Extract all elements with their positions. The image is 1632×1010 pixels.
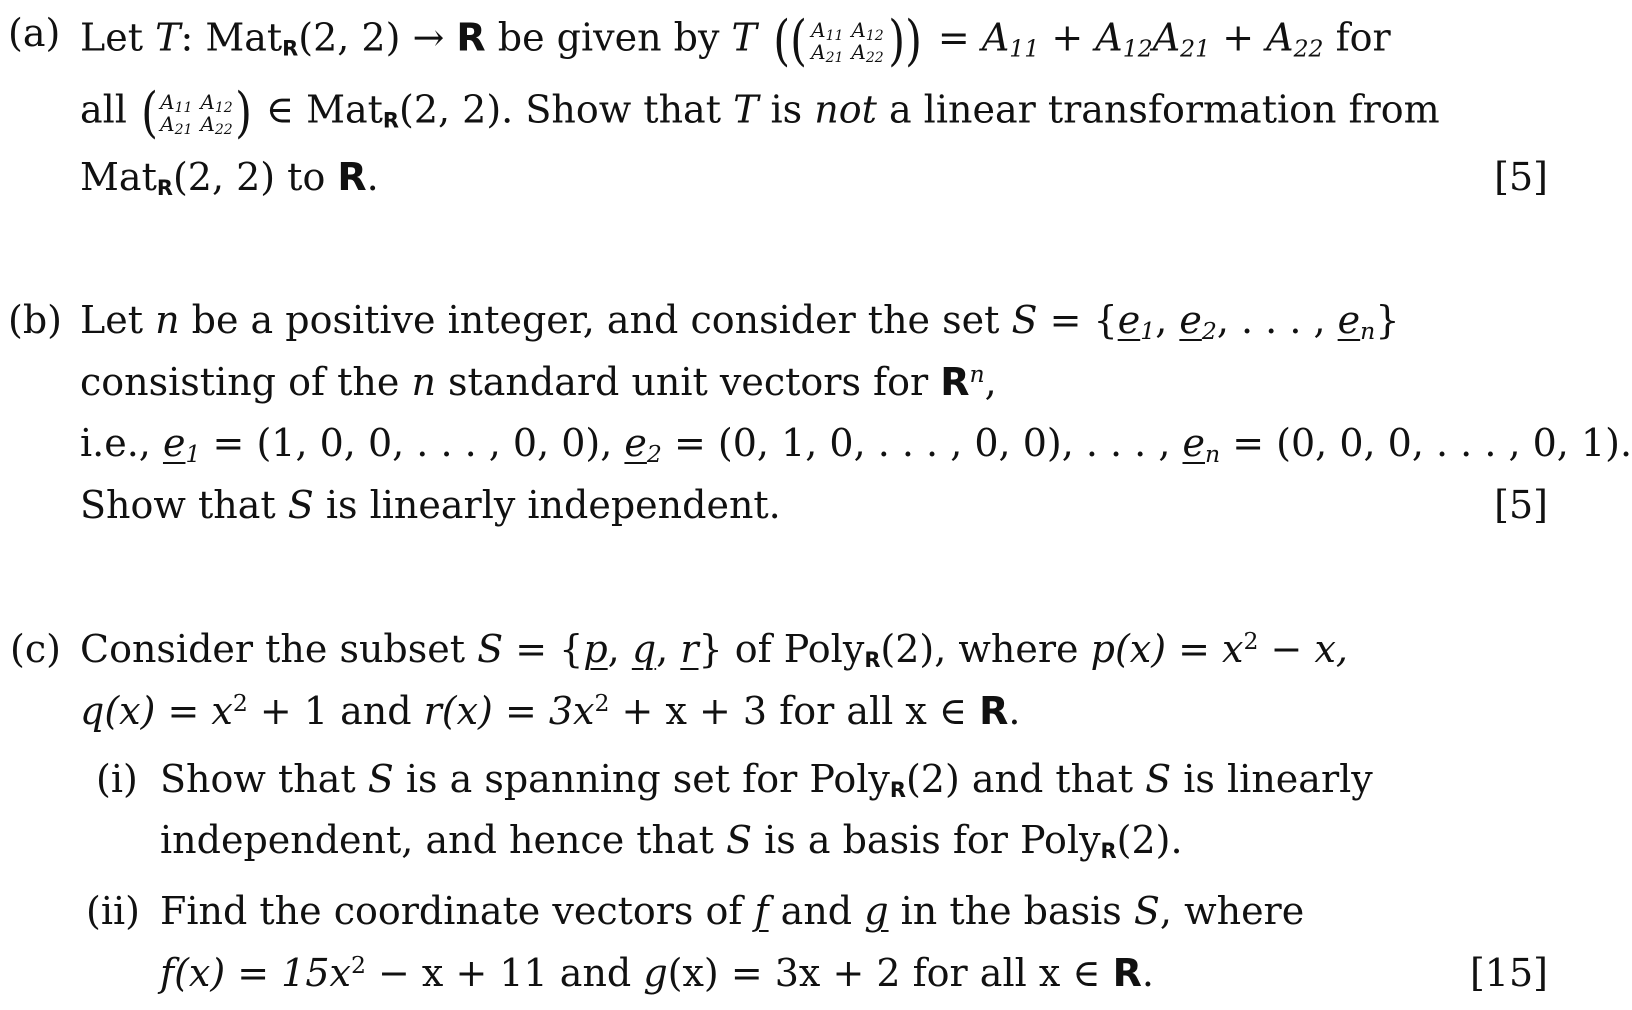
matrix-a-1: (( $A_{11}$ $A_{12}$ $A_{21}$ $A_{22}$ )) — [773, 9, 922, 72]
part-c-ii-line-1: Find the coordinate vectors of f and g in the basis S, where — [160, 889, 1305, 933]
part-a-label: (a) — [8, 11, 61, 55]
part-b-line-2: consisting of the n standard unit vectors for $R^n$, — [80, 360, 997, 404]
part-b-label: (b) — [8, 298, 62, 342]
part-a-line-3: MatR(2, 2) to R. — [80, 155, 379, 201]
part-c-line-2: $q(x) = x^2 + 1$ and $r(x) = 3x^2 + x + 3$ for all x ∈ R. — [80, 689, 1021, 733]
part-c-ii-label: (ii) — [86, 889, 140, 933]
part-b-line-4: Show that S is linearly independent. — [80, 483, 781, 527]
part-a-line-1: Let T: MatR(2, 2) → R be given by T (( $A_{11}$ $A_{12}$ $A_{21}$ $A_{22}$ )) = $A_{11} + A_{12}A_{21} + A_{22}$ for — [80, 9, 1391, 72]
matrix-a-2: ( $A_{11}$ $A_{12}$ $A_{21}$ $A_{22}$ ) — [141, 81, 252, 144]
part-b-line-1: Let n be a positive integer, and consider the set $S = \{e_1$, $e_2$, . . . , $e_n$} — [80, 298, 1400, 345]
part-c-i-line-1: Show that S is a spanning set for PolyR(2) and that S is linearly — [160, 757, 1373, 803]
part-b-line-3: i.e., $e_1 = (1$, 0, 0, . . . , 0, 0), $e_2 = (0$, 1, 0, . . . , 0, 0), . . . , $e_n = (0$, 0, 0, . . . , 0, 1). — [80, 421, 1632, 468]
part-c-line-1: Consider the subset S = {p, q, r} of PolyR(2), where $p(x) = x^2 - x$, — [80, 627, 1348, 673]
part-c-ii-line-2: $f(x) = 15x^2 - x + 11$ and g(x) = 3x + 2 for all x ∈ R. — [160, 951, 1154, 995]
part-c-marks: [15] — [1469, 951, 1548, 995]
part-c-label: (c) — [10, 627, 61, 671]
part-a-marks: [5] — [1494, 155, 1548, 199]
part-c-i-label: (i) — [96, 757, 138, 801]
part-b-marks: [5] — [1494, 483, 1548, 527]
part-a-line-2: all ( $A_{11}$ $A_{12}$ $A_{21}$ $A_{22}$ ) ∈ MatR(2, 2). Show that T is not a linear transformation from — [80, 81, 1440, 144]
part-c-i-line-2: independent, and hence that S is a basis for PolyR(2). — [160, 818, 1183, 864]
